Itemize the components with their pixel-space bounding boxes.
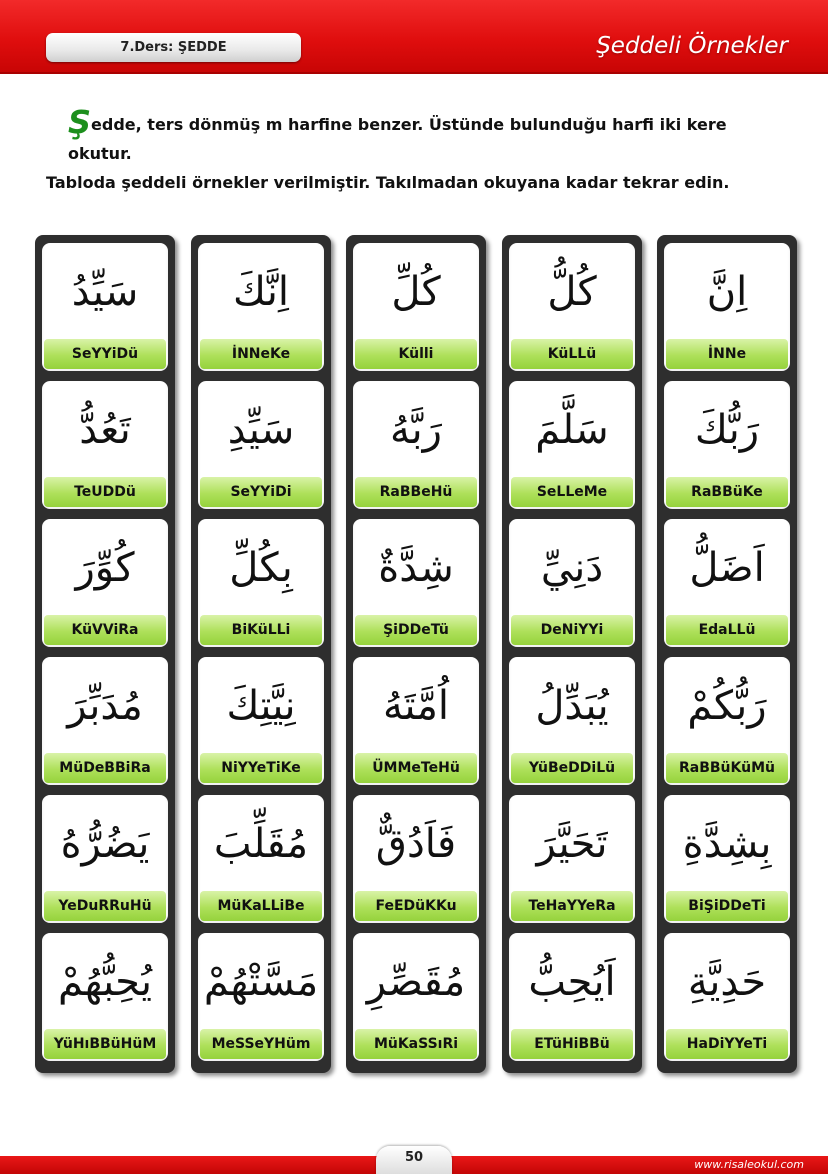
header-bar [0,0,828,74]
transliteration-label: MüKaSSıRi [355,1029,477,1059]
example-card [509,933,635,1061]
transliteration-label: DeNiYYi [511,615,633,645]
intro-line-1 [46,103,786,168]
arabic-word: مُقَلِّبَ [213,821,309,867]
transliteration-label: EdaLLü [666,615,788,645]
transliteration-label: FeEDüKKu [355,891,477,921]
arabic-word: كُلُّ [547,269,597,315]
arabic-word: سَيِّدِ [227,407,295,453]
example-card [664,933,790,1061]
intro-line-2: Tabloda şeddeli örnekler verilmiştir. Takılmadan okuyana kadar tekrar edin. [46,173,730,192]
transliteration-label: YeDuRRuHü [44,891,166,921]
example-card [664,243,790,371]
arabic-word: تَحَيَّرَ [536,821,608,867]
example-card [198,243,324,371]
arabic-word: مُقَصِّرِ [366,959,466,1005]
example-card [509,795,635,923]
arabic-word: مُدَبِّرَ [67,683,143,729]
column-4 [502,235,642,1073]
example-card [42,243,168,371]
arabic-word: اُمَّتَهُ [382,683,450,729]
transliteration-label: TeHaYYeRa [511,891,633,921]
example-card [353,519,479,647]
arabic-word: رَبَّهُ [390,407,442,453]
transliteration-label: MüKaLLiBe [200,891,322,921]
intro-line-1-text: edde, ters dönmüş m harfine benzer. Üstünde bulunduğu harfi iki kere okutur. [68,115,727,163]
example-card [42,519,168,647]
arabic-word: رَبُّكُمْ [687,683,767,729]
example-table [35,235,797,1073]
example-card [509,243,635,371]
arabic-word: كُلِّ [391,269,441,315]
arabic-word: نِيَّتِكَ [226,683,296,729]
arabic-word: كُوِّرَ [75,545,135,591]
transliteration-label: KüLLü [511,339,633,369]
example-card [664,657,790,785]
transliteration-label: TeUDDü [44,477,166,507]
transliteration-label: YüHıBBüHüM [44,1029,166,1059]
example-card [509,519,635,647]
transliteration-label: İNNe [666,339,788,369]
arabic-word: سَلَّمَ [535,407,609,453]
example-card [353,795,479,923]
arabic-word: فَاَدُقٌّ [375,821,457,867]
transliteration-label: RaBBüKüMü [666,753,788,783]
arabic-word: يَضُرُّهُ [60,821,150,867]
arabic-word: اِنَّ [706,269,748,315]
example-card [198,795,324,923]
intro-paragraph [46,103,786,197]
drop-cap: Ş [68,103,92,141]
arabic-word: دَنِيِّ [540,545,604,591]
arabic-word: سَيِّدُ [71,269,139,315]
example-card [509,381,635,509]
transliteration-label: İNNeKe [200,339,322,369]
transliteration-label: YüBeDDiLü [511,753,633,783]
page-number: 50 [404,1150,424,1165]
example-card [353,933,479,1061]
page-title: Şeddeli Örnekler [596,33,788,59]
transliteration-label: NiYYeTiKe [200,753,322,783]
example-card [664,795,790,923]
page-number-tab [376,1146,452,1174]
example-card [353,381,479,509]
arabic-word: اَضَلُّ [689,545,765,591]
site-url: www.risaleokul.com [694,1158,804,1171]
arabic-word: بِشِدَّةِ [682,821,772,867]
transliteration-label: HaDiYYeTi [666,1029,788,1059]
transliteration-label: SeLLeMe [511,477,633,507]
transliteration-label: SeYYiDi [200,477,322,507]
transliteration-label: SeYYiDü [44,339,166,369]
example-card [42,657,168,785]
arabic-word: حَدِيَّةِ [687,959,767,1005]
arabic-word: يُبَدِّلُ [535,683,609,729]
example-card [42,795,168,923]
arabic-word: رَبُّكَ [694,407,760,453]
column-5 [657,235,797,1073]
example-card [198,657,324,785]
transliteration-label: RaBBüKe [666,477,788,507]
example-card [353,657,479,785]
example-card [198,933,324,1061]
transliteration-label: KüVViRa [44,615,166,645]
transliteration-label: ŞiDDeTü [355,615,477,645]
example-card [198,519,324,647]
transliteration-label: MüDeBBiRa [44,753,166,783]
example-card [664,519,790,647]
lesson-label: 7.Ders: ŞEDDE [46,33,301,62]
example-card [353,243,479,371]
example-card [42,933,168,1061]
example-card [198,381,324,509]
arabic-word: شِدَّةٌ [378,545,454,591]
transliteration-label: BiŞiDDeTi [666,891,788,921]
arabic-word: اِنَّكَ [233,269,289,315]
column-1 [35,235,175,1073]
example-card [509,657,635,785]
transliteration-label: ETüHiBBü [511,1029,633,1059]
arabic-word: مَسَّتْهُمْ [203,959,319,1005]
arabic-word: اَيُحِبُّ [528,959,616,1005]
transliteration-label: RaBBeHü [355,477,477,507]
column-3 [346,235,486,1073]
example-card [664,381,790,509]
arabic-word: يُحِبُّهُمْ [57,959,153,1005]
transliteration-label: ÜMMeTeHü [355,753,477,783]
column-2 [191,235,331,1073]
arabic-word: تَعُدُّ [79,407,131,453]
transliteration-label: Külli [355,339,477,369]
transliteration-label: BiKüLLi [200,615,322,645]
arabic-word: بِكُلِّ [229,545,293,591]
example-card [42,381,168,509]
transliteration-label: MeSSeYHüm [200,1029,322,1059]
